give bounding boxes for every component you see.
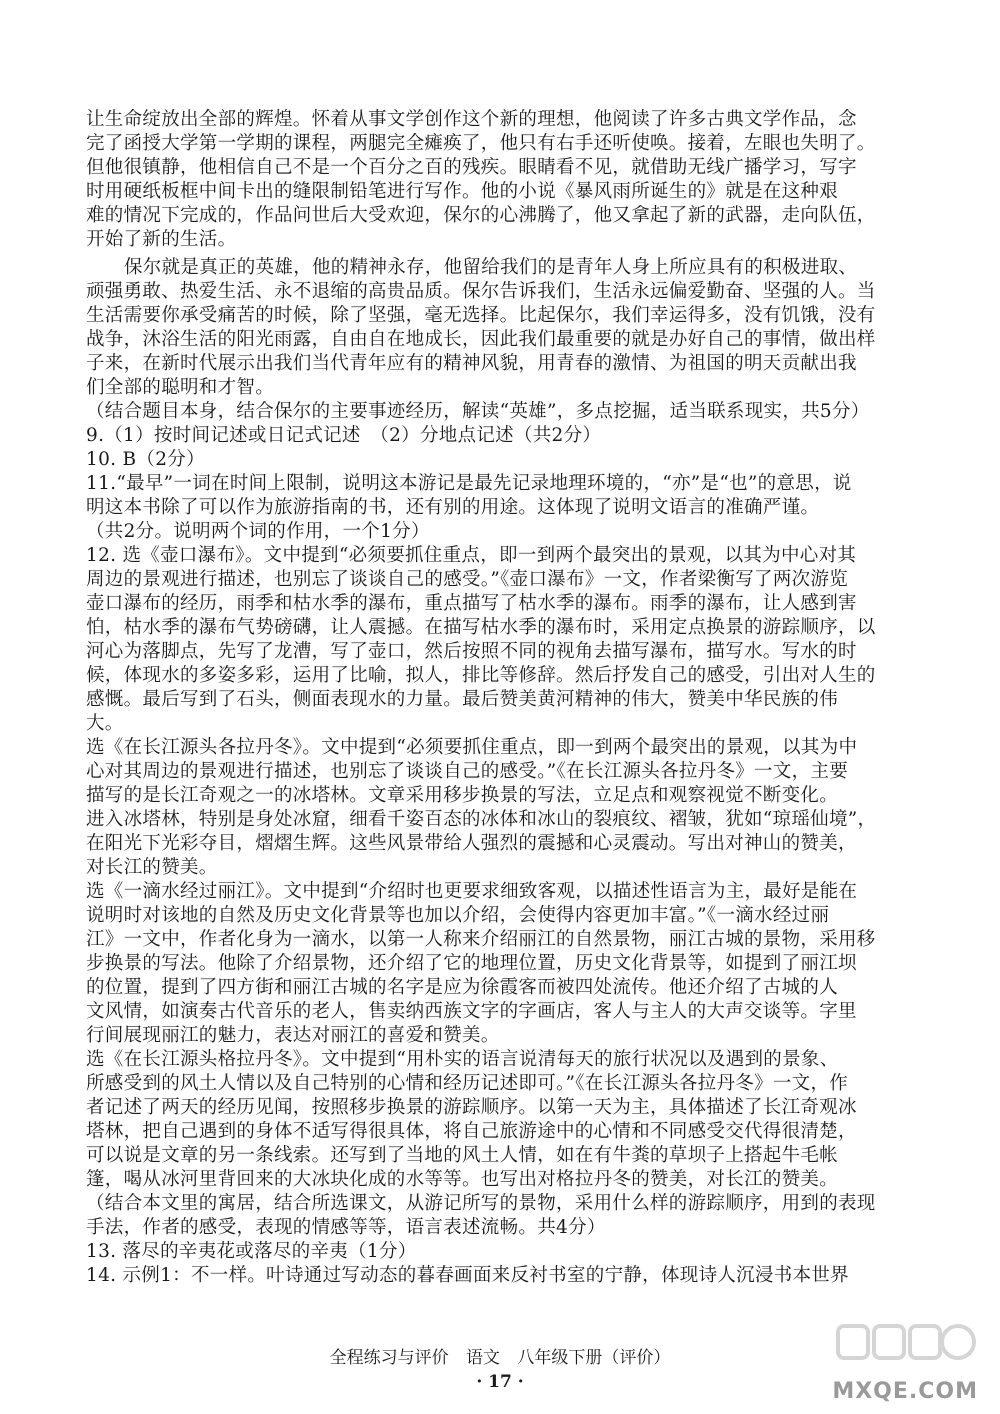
text-line: 周边的景观进行描述，也别忘了谈谈自己的感受。”《壶口瀑布》一文，作者梁衡写了两次游览 [86, 569, 849, 590]
text-line: 江》一文中，作者化身为一滴水，以第一人称来介绍丽江的自然景物，丽江古城的景物，采用移 [86, 929, 876, 950]
footer-subject: 语文 [466, 1348, 500, 1368]
text-line: 选《在长江源头格拉丹冬》。文中提到“用朴实的语言说清每天的旅行状况以及遇到的景象、 [86, 1049, 839, 1070]
text-line: 文风情，如演奏古代音乐的老人，售卖纳西族文字的字画店，客人与主人的大声交谈等。字里 [86, 1001, 857, 1022]
text-line: 生活需要你承受痛苦的时候，除了坚强，毫无选择。比起保尔，我们幸运得多，没有饥饿，没有 [86, 305, 876, 326]
text-line: 步换景的写法。他除了介绍景物，还介绍了它的地理位置，历史文化背景等，如提到了丽江坝 [86, 953, 857, 974]
text-line: 但他很镇静，他相信自己不是一个百分之百的残疾。眼睛看不见，就借助无线广播学习，写字 [86, 157, 857, 178]
text-line: 难的情况下完成的，作品问世后大受欢迎，保尔的心沸腾了，他又拿起了新的武器，走向队伍， [86, 205, 876, 226]
text-line: 们全部的聪明和才智。 [86, 377, 275, 398]
text-line: 所感受到的风土人情以及自己特别的心情和经历记述即可。”《在长江源头各拉丹冬》一文，作 [86, 1073, 849, 1094]
text-line: 怕，枯水季的瀑布气势磅礴，让人震撼。在描写枯水季的瀑布时，采用定点换景的游踪顺序，以 [86, 617, 876, 638]
text-line: 11.“最早”一词在时间上限制，说明这本游记是最先记录地理环境的，“亦”是“也”的意思，说 [86, 473, 852, 494]
text-line: 选《在长江源头各拉丹冬》。文中提到“必须要抓住重点，即一到两个最突出的景观，以其为中 [86, 737, 858, 758]
text-line: 篷，喝从冰河里背回来的大冰块化成的水等等。也写出对格拉丹冬的赞美，对长江的赞美。 [86, 1169, 839, 1190]
text-line: 子来，在新时代展示出我们当代青年应有的精神风貌，用青春的激情、为祖国的明天贡献出我 [86, 353, 857, 374]
text-line: 战争，沐浴生活的阳光雨露，自由自在地成长，因此我们最重要的就是办好自己的事情，做出样 [86, 329, 876, 350]
text-line: 河心为落脚点，先写了龙漕，写了壶口，然后按照不同的视角去描写瀑布，描写水。写水的时 [86, 641, 857, 662]
text-line: （结合本文里的寓居，结合所选课文，从游记所写的景物，采用什么样的游踪顺序，用到的表现 [86, 1193, 876, 1214]
text-line: 完了函授大学第一学期的课程，两腿完全瘫痪了，他只有右手还听使唤。接着，左眼也失明了。 [86, 133, 876, 154]
text-line: 的位置，提到了四方街和丽江古城的名字是应为徐霞客而被四处流传。他还介绍了古城的人 [86, 977, 839, 998]
text-line: 感慨。最后写到了石头，侧面表现水的力量。最后赞美黄河精神的伟大，赞美中华民族的伟 [86, 689, 839, 710]
text-line: 在阳光下光彩夺目，熠熠生辉。这些风景带给人强烈的震撼和心灵震动。写出对神山的赞美， [86, 833, 857, 854]
text-line: 描写的是长江奇观之一的冰塔林。文章采用移步换景的写法，立足点和观察视觉不断变化。 [86, 785, 839, 806]
text-line: 手法，作者的感受，表现的情感等等，语言表述流畅。共4分） [86, 1217, 606, 1238]
text-line: 13. 落尽的辛夷花或落尽的辛夷（1分） [86, 1241, 417, 1262]
text-line: （共2分。说明两个词的作用，一个1分） [86, 521, 430, 542]
text-line: 保尔就是真正的英雄，他的精神永存，他留给我们的是青年人身上所应具有的积极进取、 [124, 257, 858, 278]
text-line: 14. 示例1：不一样。叶诗通过写动态的暮春画面来反衬书室的宁静，体现诗人沉浸书本世界 [86, 1265, 849, 1286]
text-line: 说明时对该地的自然及历史文化背景等也加以介绍，会使得内容更加丰富。”《一滴水经过丽 [86, 905, 830, 926]
text-line: 选《一滴水经过丽江》。文中提到“介绍时也更要求细致客观，以描述性语言为主，最好是能在 [86, 881, 858, 902]
page-number: · 17 · [476, 1372, 524, 1392]
text-line: 壶口瀑布的经历，雨季和枯水季的瀑布，重点描写了枯水季的瀑布。雨季的瀑布，让人感到害 [86, 593, 857, 614]
text-line: 9.（1）按时间记述或日记式记述 （2）分地点记述（共2分） [86, 425, 602, 446]
text-line: 对长江的赞美。 [86, 857, 218, 878]
text-line: 时用硬纸板框中间卡出的缝限制铅笔进行写作。他的小说《暴风雨所诞生的》就是在这种艰 [86, 181, 839, 202]
text-line: 候，体现水的多姿多彩，运用了比喻，拟人，排比等修辞。然后抒发自己的感受，引出对人生的 [86, 665, 876, 686]
text-line: 12. 选《壶口瀑布》。文中提到“必须要抓住重点，即一到两个最突出的景观，以其为中心对其 [86, 545, 857, 566]
text-line: 者记述了两天的经历见闻，按照移步换景的游踪顺序。以第一天为主，具体描述了长江奇观冰 [86, 1097, 857, 1118]
text-line: 开始了新的生活。 [86, 229, 237, 250]
footer-book-title: 全程练习与评价 [329, 1348, 449, 1368]
text-line: （结合题目本身，结合保尔的主要事迹经历，解读“英雄”，多点挖掘，适当联系现实，共5分） [86, 401, 870, 422]
answer-text-body [86, 108, 908, 1288]
text-line: 塔林，把自己遇到的身体不适写得很具体，将自己旅游途中的心情和不同感受交代得很清楚， [86, 1121, 857, 1142]
footer-grade: 八年级下册（评价） [517, 1348, 671, 1368]
text-line: 让生命绽放出全部的辉煌。怀着从事文学创作这个新的理想，他阅读了许多古典文学作品，念 [86, 109, 857, 130]
text-line: 顽强勇敢、热爱生活、永不退缩的高贵品质。保尔告诉我们，生活永远偏爱勤奋、坚强的人。当 [86, 281, 876, 302]
text-line: 大。 [86, 713, 124, 734]
text-line: 进入冰塔林，特别是身处冰窟，细看千姿百态的冰体和冰山的裂痕纹、褶皱，犹如“琼瑶仙境”， [86, 809, 877, 830]
text-line: 可以说是文章的另一条线索。还写到了当地的风土人情，如在有牛粪的草坝子上搭起牛毛帐 [86, 1145, 839, 1166]
watermark-text: MXQE.COM [832, 1379, 978, 1404]
text-line: 10. B（2分） [86, 449, 205, 470]
text-line: 明这本书除了可以作为旅游指南的书，还有别的用途。这体现了说明文语言的准确严谨。 [86, 497, 820, 518]
text-line: 行间展现丽江的魅力，表达对丽江的喜爱和赞美。 [86, 1025, 500, 1046]
text-line: 心对其周边的景观进行描述，也别忘了谈谈自己的感受。”《在长江源头各拉丹冬》一文，主要 [86, 761, 849, 782]
